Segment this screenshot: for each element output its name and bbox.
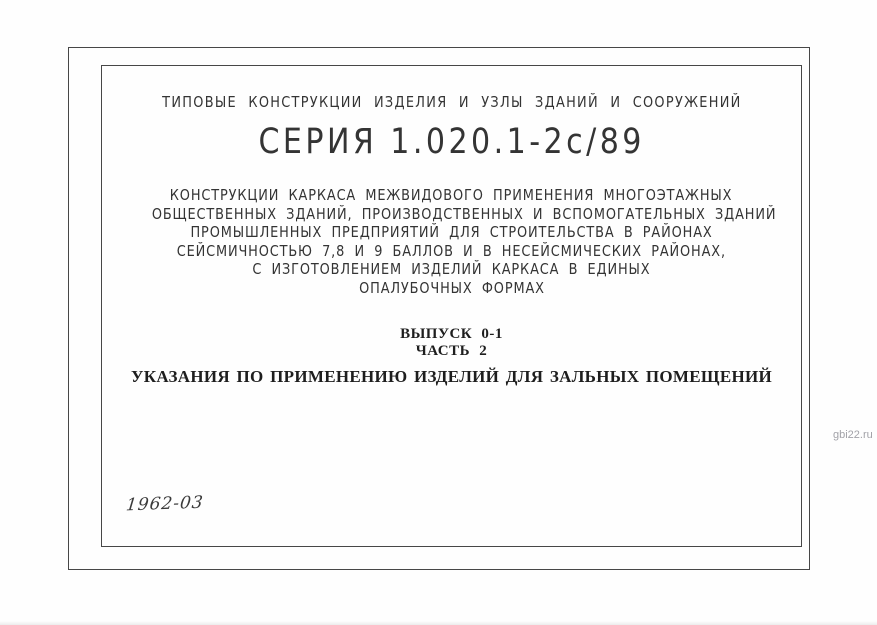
description-line-text: ОБЩЕСТВЕННЫХ ЗДАНИЙ, ПРОИЗВОДСТВЕННЫХ И ВСПОМОГАТЕЛЬНЫХ ЗДАНИЙ <box>151 204 777 223</box>
description-line <box>101 279 802 298</box>
series-title <box>101 122 802 162</box>
description-line-text: СЕЙСМИЧНОСТЬЮ 7,8 И 9 БАЛЛОВ И В НЕСЕЙСМИЧЕСКИХ РАЙОНАХ, <box>176 241 727 260</box>
part-label: ЧАСТЬ 2 <box>415 343 488 359</box>
description-line <box>101 260 802 279</box>
document-header-text: ТИПОВЫЕ КОНСТРУКЦИИ ИЗДЕЛИЯ И УЗЛЫ ЗДАНИЙ И СООРУЖЕНИЙ <box>161 93 742 111</box>
description-line <box>101 223 802 242</box>
description-line <box>101 186 802 205</box>
handwritten-stamp: 1962-03 <box>124 492 205 516</box>
description-line-text: ОПАЛУБОЧНЫХ ФОРМАХ <box>358 278 545 297</box>
description-line-text: С ИЗГОТОВЛЕНИЕМ ИЗДЕЛИЙ КАРКАСА В ЕДИНЫХ <box>252 260 651 279</box>
description-block <box>101 186 802 298</box>
series-title-text: СЕРИЯ 1.020.1-2с/89 <box>258 122 645 162</box>
description-line-text: ПРОМЫШЛЕННЫХ ПРЕДПРИЯТИЙ ДЛЯ СТРОИТЕЛЬСТВА В РАЙОНАХ <box>190 223 713 242</box>
subtitle: УКАЗАНИЯ ПО ПРИМЕНЕНИЮ ИЗДЕЛИЙ ДЛЯ ЗАЛЬНЫХ ПОМЕЩЕНИЙ <box>130 367 773 386</box>
issue-label: ВЫПУСК 0-1 <box>400 326 503 342</box>
description-line-text: КОНСТРУКЦИИ КАРКАСА МЕЖВИДОВОГО ПРИМЕНЕНИЯ МНОГОЭТАЖНЫХ <box>170 186 733 204</box>
watermark: gbi22.ru <box>833 429 873 441</box>
description-line <box>101 242 802 261</box>
document-header <box>101 93 802 111</box>
description-line <box>101 205 802 224</box>
